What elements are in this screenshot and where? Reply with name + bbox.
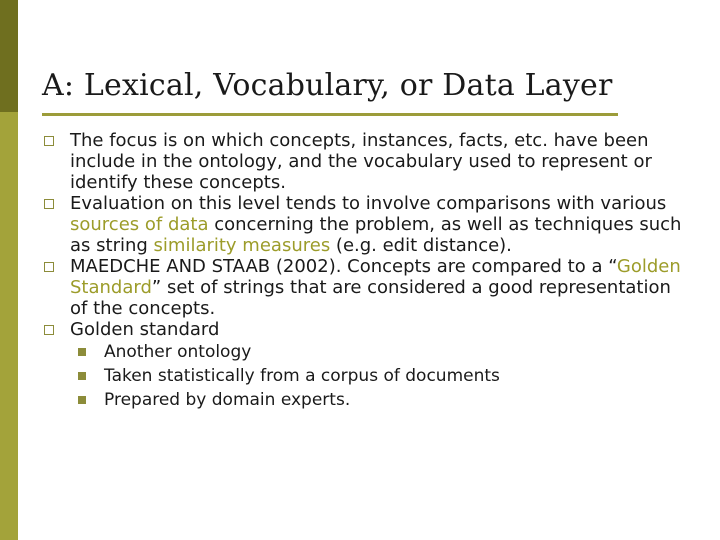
sub-bullet-item bbox=[42, 340, 682, 364]
slide-title: A: Lexical, Vocabulary, or Data Layer bbox=[42, 68, 613, 103]
bullet-item bbox=[42, 193, 682, 256]
bullet-text: MAEDCHE AND STAAB (2002). Concepts are compared to a “ bbox=[70, 256, 617, 277]
sub-bullet-item bbox=[42, 388, 682, 412]
slide-content bbox=[42, 130, 682, 412]
sub-bullet-text: Another ontology bbox=[104, 342, 252, 362]
hollow-square-bullet-icon bbox=[44, 136, 54, 146]
hollow-square-bullet-icon bbox=[44, 262, 54, 272]
bullet-text: Evaluation on this level tends to involve comparisons with various bbox=[70, 193, 667, 214]
bullet-text: The focus is on which concepts, instances, facts, etc. have been include in the ontology, and the vocabulary used to represent or identify these concepts. bbox=[70, 130, 652, 193]
bullet-text: concerning the problem, as well as techniques such as string bbox=[70, 214, 682, 256]
highlighted-term: Golden Standard bbox=[70, 256, 681, 298]
bullet-text: ” set of strings that are considered a good representation of the concepts. bbox=[70, 277, 671, 319]
filled-square-bullet-icon bbox=[78, 396, 86, 404]
bullet-item bbox=[42, 130, 682, 193]
left-accent-bar-top bbox=[0, 0, 18, 112]
bullet-item bbox=[42, 319, 682, 340]
bullet-item bbox=[42, 256, 682, 319]
sub-bullet-text: Prepared by domain experts. bbox=[104, 390, 351, 410]
bullet-text: Golden standard bbox=[70, 319, 220, 340]
title-underline bbox=[42, 113, 618, 116]
highlighted-term: sources of data bbox=[70, 214, 209, 235]
filled-square-bullet-icon bbox=[78, 372, 86, 380]
sub-bullet-text: Taken statistically from a corpus of documents bbox=[104, 366, 500, 386]
hollow-square-bullet-icon bbox=[44, 325, 54, 335]
sub-bullet-item bbox=[42, 364, 682, 388]
highlighted-term: similarity measures bbox=[153, 235, 331, 256]
filled-square-bullet-icon bbox=[78, 348, 86, 356]
hollow-square-bullet-icon bbox=[44, 199, 54, 209]
bullet-text: (e.g. edit distance). bbox=[330, 235, 512, 256]
